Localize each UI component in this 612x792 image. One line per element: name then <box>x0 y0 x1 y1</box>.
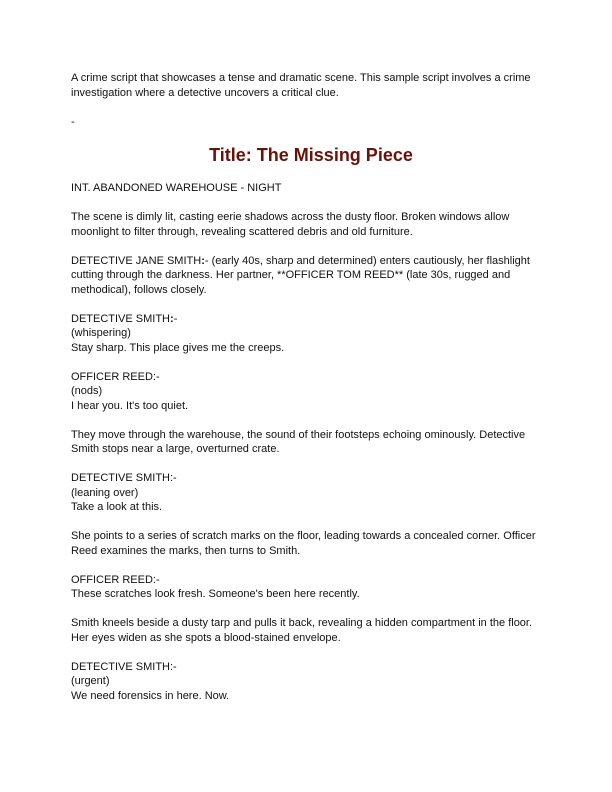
dialogue-line: Stay sharp. This place gives me the creeps. <box>71 341 285 354</box>
dialogue-block <box>71 471 541 515</box>
script-title: Title: The Missing Piece <box>209 145 413 165</box>
dialogue-parenthetical: (whispering) <box>71 327 131 339</box>
character-name: DETECTIVE JANE SMITH <box>71 254 202 267</box>
dialogue-block <box>71 312 541 356</box>
dialogue-line: These scratches look fresh. Someone's been here recently. <box>71 588 360 600</box>
scene-heading: INT. ABANDONED WAREHOUSE - NIGHT <box>71 182 282 194</box>
action-paragraph: They move through the warehouse, the sound of their footsteps echoing ominously. Detective Smith stops near a large, overturned crate. <box>71 428 526 455</box>
action-text: - (early 40s, sharp and determined) enters cautiously, her flashlight cutting through the darkness. Her partner, **OFFICER TOM REED** (late 30s, rugged and methodical), follows closely. <box>71 254 530 296</box>
bold-colon: : <box>201 254 205 267</box>
dialogue-character: DETECTIVE SMITH:- <box>71 660 177 673</box>
dialogue-character <box>71 312 541 327</box>
dialogue-character: OFFICER REED:- <box>71 370 160 383</box>
character-name: DETECTIVE SMITH <box>71 312 171 325</box>
dialogue-line: We need forensics in here. Now. <box>71 689 230 702</box>
bold-colon: : <box>170 312 174 325</box>
action-paragraph-character-intro <box>71 254 541 298</box>
dialogue-character: DETECTIVE SMITH:- <box>71 472 177 484</box>
action-paragraph: The scene is dimly lit, casting eerie shadows across the dusty floor. Broken windows allow moonlight to filter through, revealing scattered debris and old furniture. <box>71 211 510 238</box>
script-body <box>71 181 541 718</box>
dialogue-line: Take a look at this. <box>71 501 163 513</box>
dialogue-character: OFFICER REED:- <box>71 573 160 586</box>
dialogue-block <box>71 660 541 704</box>
dialogue-line: I hear you. It's too quiet. <box>71 399 189 412</box>
intro-paragraph: A crime script that showcases a tense and dramatic scene. This sample script involves a crime investigation where a detective uncovers a critical clue. <box>71 72 531 99</box>
dialogue-block <box>71 573 541 602</box>
action-paragraph: Smith kneels beside a dusty tarp and pulls it back, revealing a hidden compartment in the floor. Her eyes widen as she spots a blood-stained envelope. <box>71 617 533 644</box>
action-paragraph: She points to a series of scratch marks on the floor, leading towards a concealed corner. Officer Reed examines the marks, then turns to Smith. <box>71 530 536 557</box>
dialogue-parenthetical: (leaning over) <box>71 486 139 499</box>
separator-dash: - <box>71 116 75 128</box>
dialogue-parenthetical: (nods) <box>71 385 103 397</box>
character-dash: - <box>173 312 178 325</box>
dialogue-block <box>71 370 541 414</box>
dialogue-parenthetical: (urgent) <box>71 675 110 687</box>
